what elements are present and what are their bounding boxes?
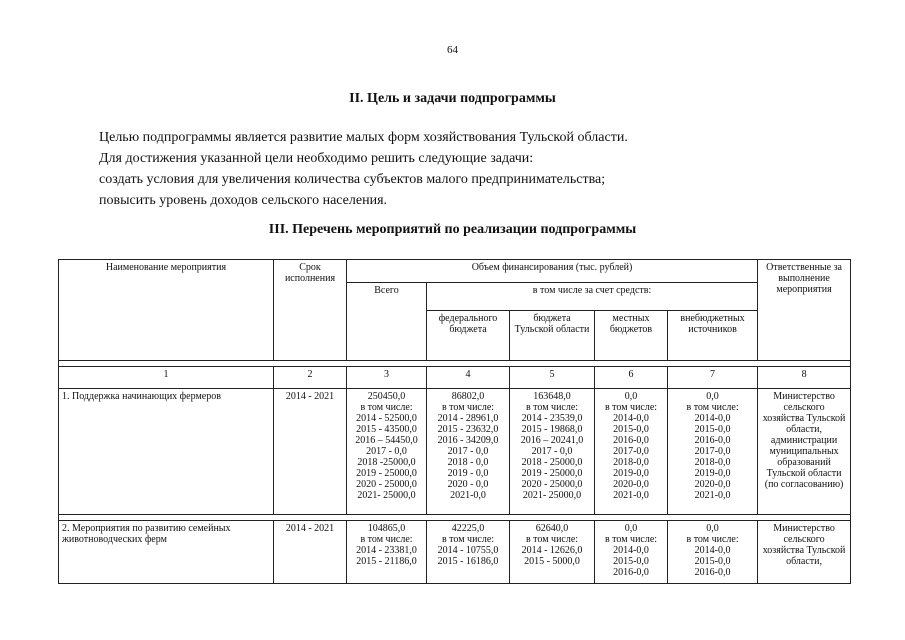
cell-line: в том числе: (604, 402, 658, 413)
cell-line: 2014 - 10755,0 (437, 545, 499, 556)
cell-line: 2014 - 23539,0 (521, 413, 583, 424)
row-local (595, 521, 668, 584)
cell-line: 0,0 (624, 391, 638, 402)
measures-table (58, 259, 851, 584)
cell-line: администрации (770, 435, 838, 446)
cell-line: 2019 - 0,0 (447, 468, 489, 479)
table-row (59, 389, 851, 515)
column-number: 6 (595, 367, 668, 389)
cell-line: 0,0 (706, 391, 719, 402)
row-extra (668, 389, 758, 515)
header-including: в том числе за счет средств: (427, 283, 758, 311)
cell-line: муниципальных (769, 446, 839, 457)
cell-line: образований (777, 457, 831, 468)
cell-line: 2015 - 5000,0 (524, 556, 580, 567)
cell-line: 2016 – 20241,0 (520, 435, 584, 446)
column-number: 4 (427, 367, 510, 389)
row-regional (510, 521, 595, 584)
section-2-title: II. Цель и задачи подпрограммы (349, 91, 556, 106)
cell-line: 2017 - 0,0 (447, 446, 489, 457)
cell-line: 2015 - 43500,0 (356, 424, 417, 435)
cell-line: 2021-0,0 (450, 490, 486, 501)
cell-line: 2014 - 12626,0 (521, 545, 583, 556)
cell-line: в том числе: (360, 534, 413, 545)
column-number: 5 (510, 367, 595, 389)
cell-line: 2019 - 25000,0 (521, 468, 583, 479)
text-line: Для достижения указанной цели необходимо решить следующие задачи: (99, 151, 534, 166)
header-regional: бюджета Тульской области (510, 311, 595, 361)
cell-line: (по согласованию) (764, 479, 844, 490)
header-federal: федерального бюджета (427, 311, 510, 361)
cell-line: в том числе: (525, 402, 579, 413)
cell-line: 2018 - 0,0 (447, 457, 489, 468)
cell-line: 0,0 (624, 523, 638, 534)
cell-line: 2021-0,0 (694, 490, 731, 501)
cell-line: в том числе: (686, 534, 739, 545)
cell-line: Министерство (773, 391, 835, 402)
cell-line: 2017 - 0,0 (531, 446, 573, 457)
cell-line: 2015 - 23632,0 (437, 424, 499, 435)
cell-line: 2015 - 16186,0 (437, 556, 499, 567)
cell-line: 2015-0,0 (694, 424, 731, 435)
cell-line: 2017-0,0 (694, 446, 731, 457)
column-number: 8 (758, 367, 851, 389)
header-extra: внебюджетных источников (668, 311, 758, 361)
cell-line: 2019-0,0 (613, 468, 649, 479)
section-3-title: III. Перечень мероприятий по реализации подпрограммы (268, 222, 637, 237)
cell-line: 2016 – 54450,0 (355, 435, 418, 446)
cell-line: 2021- 25000,0 (357, 490, 416, 501)
row-total (347, 521, 427, 584)
cell-line: Тульской области (766, 468, 842, 479)
cell-line: 2016-0,0 (613, 567, 649, 578)
row-local (595, 389, 668, 515)
cell-line: 2019 - 25000,0 (356, 468, 417, 479)
cell-line: 2016-0,0 (694, 435, 731, 446)
header-term: Срок исполнения (274, 260, 347, 361)
cell-line: области, (786, 556, 823, 567)
cell-line: 2020-0,0 (613, 479, 649, 490)
cell-line: 42225,0 (451, 523, 485, 534)
cell-line: 2018 -25000,0 (357, 457, 416, 468)
page-number: 64 (447, 44, 458, 56)
column-number: 1 (59, 367, 274, 389)
cell-line: 2015-0,0 (694, 556, 731, 567)
cell-line: 2015 - 21186,0 (356, 556, 417, 567)
cell-line: 2020 - 0,0 (447, 479, 489, 490)
cell-line: 2018 - 25000,0 (521, 457, 583, 468)
cell-line: в том числе: (686, 402, 739, 413)
cell-line: 2021-0,0 (613, 490, 649, 501)
text-line: создать условия для увеличения количества субъектов малого предпринимательства; (99, 172, 606, 187)
cell-line: в том числе: (441, 402, 495, 413)
cell-line: 86802,0 (451, 391, 485, 402)
cell-line: 2014-0,0 (613, 413, 649, 424)
section-2-text (99, 127, 859, 211)
column-number: 2 (274, 367, 347, 389)
cell-line: сельского (783, 534, 825, 545)
header-funding: Объем финансирования (тыс. рублей) (347, 260, 758, 283)
cell-line: 2017 - 0,0 (366, 446, 407, 457)
column-number: 7 (668, 367, 758, 389)
cell-line: 2014-0,0 (694, 413, 731, 424)
row-total (347, 389, 427, 515)
cell-line: хозяйства Тульской (762, 413, 846, 424)
row-responsible (758, 389, 851, 515)
cell-line: 2018-0,0 (613, 457, 649, 468)
cell-line: 2014-0,0 (613, 545, 649, 556)
header-name: Наименование мероприятия (59, 260, 274, 361)
row-name: 2. Мероприятия по развитию семейных животноводческих ферм (59, 521, 274, 584)
cell-line: 2020 - 25000,0 (356, 479, 417, 490)
row-federal (427, 389, 510, 515)
cell-line: 2015 - 19868,0 (521, 424, 583, 435)
cell-line: 2014 - 52500,0 (356, 413, 417, 424)
cell-line: 163648,0 (533, 391, 571, 402)
cell-line: 2014 - 28961,0 (437, 413, 499, 424)
row-federal (427, 521, 510, 584)
cell-line: 2017-0,0 (613, 446, 649, 457)
column-number: 3 (347, 367, 427, 389)
cell-line: 2016-0,0 (694, 567, 731, 578)
text-line: Целью подпрограммы является развитие малых форм хозяйствования Тульской области. (99, 130, 628, 145)
row-responsible (758, 521, 851, 584)
cell-line: 2021- 25000,0 (522, 490, 582, 501)
row-term: 2014 - 2021 (274, 389, 347, 515)
cell-line: в том числе: (604, 534, 658, 545)
cell-line: 2016 - 34209,0 (437, 435, 499, 446)
row-extra (668, 521, 758, 584)
row-term: 2014 - 2021 (274, 521, 347, 584)
header-total: Всего (347, 283, 427, 361)
table-row (59, 521, 851, 584)
cell-line: в том числе: (360, 402, 413, 413)
cell-line: 2015-0,0 (613, 424, 649, 435)
text-line: повысить уровень доходов сельского населения. (99, 193, 388, 208)
cell-line: сельского (783, 402, 825, 413)
cell-line: Министерство (773, 523, 835, 534)
cell-line: 104865,0 (367, 523, 406, 534)
row-name: 1. Поддержка начинающих фермеров (59, 389, 274, 515)
cell-line: в том числе: (441, 534, 495, 545)
cell-line: 2018-0,0 (694, 457, 731, 468)
row-regional (510, 389, 595, 515)
header-responsible: Ответственные за выполнение мероприятия (758, 260, 851, 361)
cell-line: 2016-0,0 (613, 435, 649, 446)
cell-line: 0,0 (706, 523, 719, 534)
cell-line: 2014 - 23381,0 (356, 545, 417, 556)
cell-line: области, (786, 424, 823, 435)
cell-line: 62640,0 (535, 523, 569, 534)
cell-line: 250450,0 (367, 391, 406, 402)
cell-line: 2020-0,0 (694, 479, 731, 490)
header-local: местных бюджетов (595, 311, 668, 361)
cell-line: 2015-0,0 (613, 556, 649, 567)
cell-line: 2020 - 25000,0 (521, 479, 583, 490)
cell-line: в том числе: (525, 534, 579, 545)
cell-line: 2014-0,0 (694, 545, 731, 556)
cell-line: хозяйства Тульской (762, 545, 846, 556)
cell-line: 2019-0,0 (694, 468, 731, 479)
